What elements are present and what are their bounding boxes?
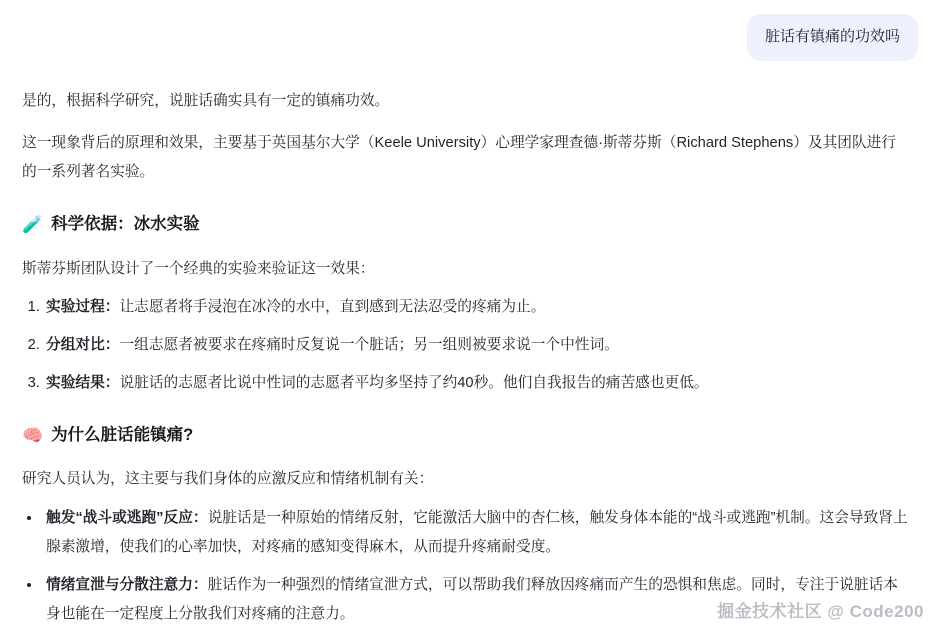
assistant-intro-paragraph: 是的，根据科学研究，说脏话确实具有一定的镇痛功效。 — [22, 92, 390, 109]
assistant-message — [0, 61, 940, 629]
section2-lead-paragraph: 研究人员认为，这主要与我们身体的应激反应和情绪机制有关： — [22, 471, 434, 488]
list-item-label: 情绪宣泄与分散注意力： — [46, 577, 208, 594]
section-heading-experiment — [22, 208, 910, 240]
list-item-text: 脏话作为一种强烈的情绪宣泄方式，可以帮助我们释放因疼痛而产生的恐惧和焦虑。同时，专注于说脏话本身也能在一定程度上分散我们对疼痛的注意力。 — [46, 577, 898, 623]
list-item-label: 实验过程： — [46, 299, 120, 316]
user-message-bubble: 脏话有镇痛的功效吗 — [747, 14, 918, 61]
assistant-background-paragraph: 这一现象背后的原理和效果，主要基于英国基尔大学（Keele University）心理学家理查德·斯蒂芬斯（Richard Stephens）及其团队进行的一系列著名实验。 — [22, 135, 897, 180]
list-item — [42, 504, 910, 561]
list-item — [44, 331, 910, 360]
test-tube-icon: 🧪 — [22, 215, 44, 235]
section1-lead-paragraph: 斯蒂芬斯团队设计了一个经典的实验来验证这一效果： — [22, 260, 375, 277]
list-item-label: 分组对比： — [46, 336, 120, 353]
brain-icon: 🧠 — [22, 425, 44, 445]
watermark: 掘金技术社区 @ Code200 — [717, 602, 924, 621]
list-item — [44, 369, 910, 398]
list-item — [44, 293, 910, 322]
section-heading-mechanism-text: 为什么脏话能镇痛? — [51, 426, 194, 445]
list-item-text: 说脏话是一种原始的情绪反射，它能激活大脑中的杏仁核，触发身体本能的“战斗或逃跑”机制。这会导致肾上腺素激增，使我们的心率加快，对疼痛的感知变得麻木，从而提升疼痛耐受度。 — [46, 510, 908, 555]
section-heading-experiment-text: 科学依据：冰水实验 — [51, 215, 200, 234]
list-item-text: 说脏话的志愿者比说中性词的志愿者平均多坚持了约40秒。他们自我报告的痛苦感也更低。 — [119, 374, 709, 391]
user-message-row — [0, 0, 940, 61]
section-heading-mechanism — [22, 419, 910, 451]
experiment-list — [22, 293, 910, 397]
list-item-text: 一组志愿者被要求在疼痛时反复说一个脏话；另一组则被要求说一个中性词。 — [119, 336, 619, 353]
list-item-label: 实验结果： — [46, 374, 120, 391]
list-item-text: 让志愿者将手浸泡在冰冷的水中，直到感到无法忍受的疼痛为止。 — [119, 299, 546, 316]
list-item-label: 触发“战斗或逃跑”反应： — [46, 510, 208, 527]
